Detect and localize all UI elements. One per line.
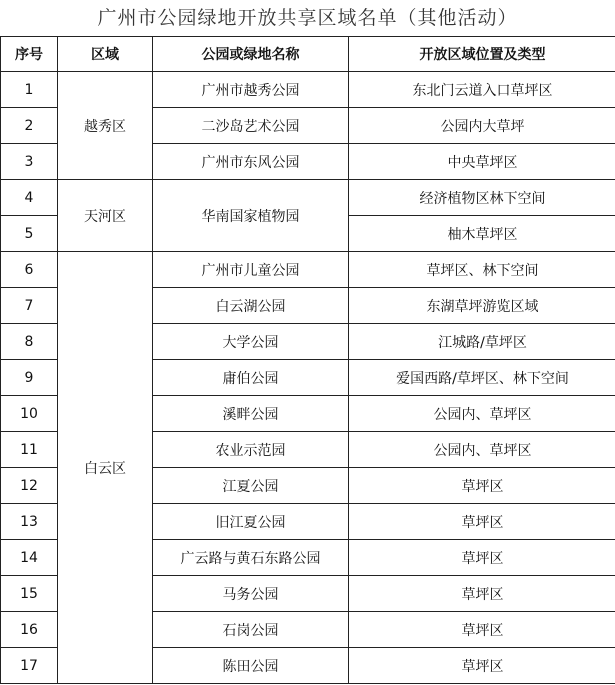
park-name-cell: 华南国家植物园 bbox=[153, 180, 349, 252]
park-name-cell: 白云湖公园 bbox=[153, 288, 349, 324]
park-name-cell: 旧江夏公园 bbox=[153, 504, 349, 540]
row-index: 8 bbox=[1, 324, 58, 360]
open-area-cell: 草坪区 bbox=[349, 540, 615, 576]
row-index: 15 bbox=[1, 576, 58, 612]
header-park-name: 公园或绿地名称 bbox=[153, 37, 349, 72]
table-row bbox=[1, 72, 615, 108]
open-area-cell: 爱国西路/草坪区、林下空间 bbox=[349, 360, 615, 396]
district-cell: 天河区 bbox=[58, 180, 153, 252]
park-name-cell: 广州市越秀公园 bbox=[153, 72, 349, 108]
header-open-area: 开放区域位置及类型 bbox=[349, 37, 615, 72]
table-row bbox=[1, 252, 615, 288]
row-index: 1 bbox=[1, 72, 58, 108]
park-name-cell: 广云路与黄石东路公园 bbox=[153, 540, 349, 576]
row-index: 13 bbox=[1, 504, 58, 540]
park-name-cell: 广州市东风公园 bbox=[153, 144, 349, 180]
header-index: 序号 bbox=[1, 37, 58, 72]
row-index: 10 bbox=[1, 396, 58, 432]
row-index: 7 bbox=[1, 288, 58, 324]
park-name-cell: 二沙岛艺术公园 bbox=[153, 108, 349, 144]
open-area-cell: 草坪区 bbox=[349, 612, 615, 648]
park-name-cell: 广州市儿童公园 bbox=[153, 252, 349, 288]
open-area-cell: 中央草坪区 bbox=[349, 144, 615, 180]
table-row bbox=[1, 180, 615, 216]
row-index: 2 bbox=[1, 108, 58, 144]
row-index: 14 bbox=[1, 540, 58, 576]
row-index: 12 bbox=[1, 468, 58, 504]
open-area-cell: 公园内大草坪 bbox=[349, 108, 615, 144]
open-area-cell: 柚木草坪区 bbox=[349, 216, 615, 252]
open-area-cell: 草坪区、林下空间 bbox=[349, 252, 615, 288]
row-index: 6 bbox=[1, 252, 58, 288]
open-area-cell: 公园内、草坪区 bbox=[349, 432, 615, 468]
open-area-cell: 草坪区 bbox=[349, 576, 615, 612]
park-name-cell: 马务公园 bbox=[153, 576, 349, 612]
header-district: 区域 bbox=[58, 37, 153, 72]
open-area-cell: 东湖草坪游览区域 bbox=[349, 288, 615, 324]
row-index: 5 bbox=[1, 216, 58, 252]
open-area-cell: 经济植物区林下空间 bbox=[349, 180, 615, 216]
open-area-cell: 东北门云道入口草坪区 bbox=[349, 72, 615, 108]
open-area-cell: 草坪区 bbox=[349, 648, 615, 684]
district-cell: 白云区 bbox=[58, 252, 153, 684]
row-index: 11 bbox=[1, 432, 58, 468]
row-index: 17 bbox=[1, 648, 58, 684]
park-name-cell: 江夏公园 bbox=[153, 468, 349, 504]
row-index: 16 bbox=[1, 612, 58, 648]
park-name-cell: 庸伯公园 bbox=[153, 360, 349, 396]
open-area-cell: 江城路/草坪区 bbox=[349, 324, 615, 360]
open-area-cell: 公园内、草坪区 bbox=[349, 396, 615, 432]
row-index: 9 bbox=[1, 360, 58, 396]
park-name-cell: 溪畔公园 bbox=[153, 396, 349, 432]
row-index: 3 bbox=[1, 144, 58, 180]
open-area-cell: 草坪区 bbox=[349, 468, 615, 504]
park-name-cell: 陈田公园 bbox=[153, 648, 349, 684]
page-title: 广州市公园绿地开放共享区域名单（其他活动） bbox=[97, 7, 518, 29]
table-header-row bbox=[1, 37, 615, 72]
row-index: 4 bbox=[1, 180, 58, 216]
open-area-cell: 草坪区 bbox=[349, 504, 615, 540]
district-cell: 越秀区 bbox=[58, 72, 153, 180]
park-name-cell: 石岗公园 bbox=[153, 612, 349, 648]
park-name-cell: 大学公园 bbox=[153, 324, 349, 360]
park-name-cell: 农业示范园 bbox=[153, 432, 349, 468]
park-table bbox=[0, 36, 615, 684]
